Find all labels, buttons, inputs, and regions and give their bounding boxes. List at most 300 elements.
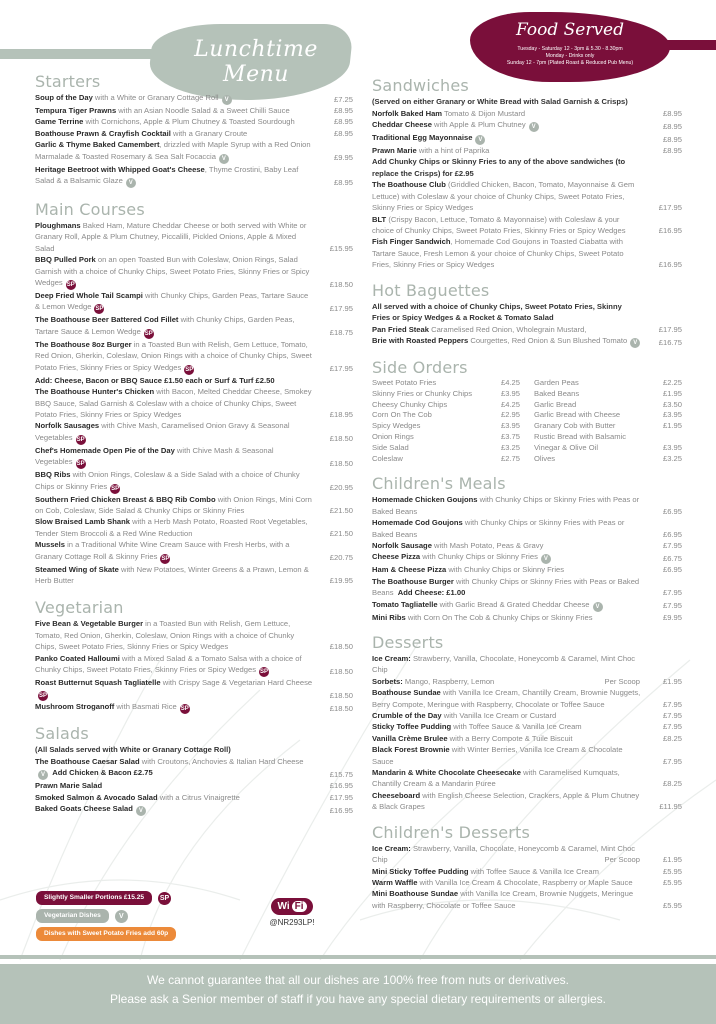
menu-item bbox=[35, 220, 353, 254]
side-name: Garlic Bread with Cheese bbox=[534, 410, 621, 420]
item-price: £6.95 bbox=[662, 529, 682, 539]
item-price: £8.95 bbox=[333, 106, 353, 115]
side-name: Olives bbox=[534, 453, 556, 463]
menu-item bbox=[372, 687, 682, 710]
item-price: £7.95 bbox=[662, 699, 682, 709]
side-order-item bbox=[372, 443, 520, 454]
item-price: £20.75 bbox=[329, 553, 353, 563]
item-name: Ham & Cheese Pizza bbox=[372, 565, 447, 575]
item-description: with Mash Potato, Peas & Gravy bbox=[431, 540, 544, 550]
item-description: (Griddled Chicken, Bacon, Tomato, Mayonnaise & Gem Lettuce) with Coleslaw & your choice of Chunky Chips, Sweet Potato Fries, Skinny Fries or Spicy Wedges bbox=[372, 180, 635, 213]
item-description: with Winter Berries, Vanilla Ice Cream & Chocolate Sauce bbox=[372, 745, 623, 766]
item-name: Baked Goats Cheese Salad bbox=[35, 804, 133, 814]
item-name: Pan Fried Steak bbox=[372, 324, 429, 334]
item-name: The Boathouse Hunter's Chicken bbox=[35, 387, 155, 397]
menu-item bbox=[35, 290, 353, 314]
item-description: with Apple & Plum Chutney bbox=[431, 119, 526, 129]
item-name: Sorbets: bbox=[372, 676, 403, 686]
paddle-shaft bbox=[0, 49, 170, 59]
item-price: £6.75 bbox=[662, 553, 682, 563]
menu-item bbox=[372, 108, 682, 119]
menu-item bbox=[372, 132, 682, 145]
menu-item bbox=[372, 236, 682, 270]
item-name: Prawn Marie Salad bbox=[35, 781, 103, 791]
menu-item bbox=[372, 767, 682, 790]
item-price: £18.50 bbox=[329, 666, 353, 676]
item-name: Crumble of the Day bbox=[372, 711, 442, 721]
item-price: £16.75 bbox=[658, 337, 682, 347]
wifi-info bbox=[262, 896, 322, 927]
item-description: Strawberry, Vanilla, Chocolate, Honeycomb & Caramel, Mint Choc Chip bbox=[372, 843, 636, 865]
vegetarian-pill: Vegetarian Dishes bbox=[36, 909, 109, 923]
menu-item bbox=[35, 254, 353, 290]
section-side-orders bbox=[372, 358, 682, 464]
menu-item bbox=[372, 877, 682, 888]
v-icon: V bbox=[219, 154, 229, 164]
item-description: Strawberry, Vanilla, Chocolate, Honeycomb & Caramel, Mint Choc Chip bbox=[372, 654, 636, 675]
item-name: Five Bean & Vegetable Burger bbox=[35, 619, 144, 629]
side-name: Garlic Bread bbox=[534, 399, 577, 409]
section-title: Side Orders bbox=[372, 357, 468, 377]
side-price: £3.95 bbox=[662, 410, 682, 420]
v-icon: V bbox=[630, 338, 640, 348]
side-name: Sweet Potato Fries bbox=[372, 377, 437, 387]
menu-item bbox=[35, 494, 353, 517]
item-price: £18.50 bbox=[329, 279, 353, 289]
item-name: Mini Sticky Toffee Pudding bbox=[372, 866, 469, 876]
item-description: with Toffee Sauce & Vanilla Ice Cream bbox=[468, 866, 599, 876]
side-name: Vinegar & Olive Oil bbox=[534, 442, 599, 452]
item-name: Homemade Chicken Goujons bbox=[372, 495, 478, 505]
item-name: Cheese Pizza bbox=[372, 552, 421, 562]
serving-hours bbox=[470, 46, 670, 67]
item-price: £7.95 bbox=[662, 588, 682, 598]
item-price: £7.95 bbox=[662, 540, 682, 550]
item-description: with Onion Rings, Mini Corn on Cob, Coleslaw, Side Salad & Chunky Chips or Skinny Fries bbox=[35, 494, 312, 515]
item-description: with Chunky Chips, Garden Peas, Tartare Sauce & Lemon Wedge bbox=[35, 291, 309, 312]
item-price: £16.95 bbox=[658, 260, 682, 270]
item-description: with a Berry Compote & Tuile Biscuit bbox=[447, 733, 573, 743]
item-price: £21.50 bbox=[329, 505, 353, 515]
menu-item bbox=[372, 119, 682, 132]
menu-item bbox=[35, 386, 353, 420]
side-order-item bbox=[534, 400, 682, 411]
menu-item bbox=[372, 179, 682, 213]
item-name: The Boathouse Club bbox=[372, 180, 446, 190]
item-name: Deep Fried Whole Tail Scampi bbox=[35, 291, 143, 301]
legend-vegetarian bbox=[36, 909, 176, 923]
item-description: with Vanilla Ice Cream & Chocolate, Raspberry or Maple Sauce bbox=[417, 877, 633, 887]
wifi-logo-wi: Wi bbox=[277, 901, 290, 912]
side-price: £3.95 bbox=[662, 442, 682, 452]
section-childrens-meals bbox=[372, 474, 682, 623]
section-sandwiches bbox=[372, 76, 682, 271]
item-description: on an open Toasted Bun with Coleslaw, Onion Rings, Salad Garnish with a choice of Chunky Chips, Sweet Potato Fries, Skinny Fries or Spicy Wedges bbox=[35, 255, 310, 288]
sp-icon: SP bbox=[144, 330, 153, 337]
menu-item bbox=[372, 576, 682, 599]
item-price: £18.95 bbox=[329, 409, 353, 419]
side-price: £3.25 bbox=[500, 442, 520, 452]
item-description: (Crispy Bacon, Lettuce, Tomato & Mayonnaise) with Coleslaw & your choice of Chunky Chips, Sweet Potato Fries, Skinny Fries or Spicy Wedges bbox=[372, 214, 626, 235]
v-icon: V bbox=[38, 770, 48, 780]
side-order-item bbox=[534, 443, 682, 454]
menu-item bbox=[35, 539, 353, 563]
item-name: Cheeseboard bbox=[372, 790, 421, 800]
item-description: with Chive Mash, Caramelised Onion Gravy & Seasonal Vegetables bbox=[35, 421, 290, 442]
item-price: £7.95 bbox=[662, 722, 682, 732]
menu-item bbox=[372, 866, 682, 877]
item-price: £16.95 bbox=[658, 225, 682, 235]
section-title: Hot Baguettes bbox=[372, 280, 490, 300]
item-price: £18.75 bbox=[329, 328, 353, 338]
v-icon: V bbox=[529, 122, 539, 132]
item-description: with Bacon, Melted Cheddar Cheese, Smokey BBQ Sauce, Salad Garnish & Coleslaw with a choice of Chunky Chips, Sweet Potato Fries, Skinny Fries or Spicy Wedges bbox=[35, 387, 312, 419]
item-price: £18.50 bbox=[329, 434, 353, 444]
item-name: Soup of the Day bbox=[35, 93, 93, 102]
food-served-title: Food Served bbox=[515, 20, 624, 40]
menu-item bbox=[372, 744, 682, 767]
item-description: with Onion Rings, Coleslaw & a Side Salad with a choice of Chunky Chips or Skinny Fries bbox=[35, 470, 300, 491]
item-description: with Caramelised Kumquats, Chantilly Cream & a Mandarin Puree bbox=[372, 768, 620, 789]
menu-item bbox=[372, 612, 682, 623]
side-price: £1.95 bbox=[662, 388, 682, 398]
item-price: £9.95 bbox=[333, 153, 353, 163]
menu-item bbox=[372, 214, 682, 237]
item-name: The Boathouse Burger bbox=[372, 576, 454, 586]
item-price: £1.95 bbox=[662, 676, 682, 686]
item-name: Ploughmans bbox=[35, 221, 81, 231]
item-price: £17.95 bbox=[658, 324, 682, 334]
side-order-item bbox=[534, 421, 682, 432]
menu-item bbox=[372, 324, 682, 335]
item-price: £17.95 bbox=[658, 203, 682, 213]
side-price: £2.75 bbox=[500, 453, 520, 463]
side-order-item bbox=[372, 421, 520, 432]
section-vegetarian bbox=[35, 598, 353, 714]
side-name: Corn On The Cob bbox=[372, 410, 432, 420]
item-name: Roast Butternut Squash Tagliatelle bbox=[35, 678, 161, 687]
side-name: Coleslaw bbox=[372, 453, 403, 463]
item-price: £6.95 bbox=[662, 506, 682, 516]
item-name: Add: Cheese, Bacon or BBQ Sauce £1.50 each or Surf & Turf £2.50 bbox=[35, 375, 275, 385]
item-name: Garlic & Thyme Baked Camembert bbox=[35, 140, 160, 150]
item-price: £19.95 bbox=[329, 575, 353, 585]
menu-item bbox=[35, 780, 353, 791]
item-price: £8.95 bbox=[333, 117, 353, 127]
side-order-item bbox=[372, 410, 520, 421]
food-served-banner bbox=[470, 12, 716, 82]
section-title: Main Courses bbox=[35, 200, 145, 220]
item-price: £8.95 bbox=[662, 145, 682, 155]
menu-item bbox=[372, 653, 682, 676]
item-price: £7.95 bbox=[662, 711, 682, 721]
item-price: £11.95 bbox=[659, 802, 682, 812]
sp-icon: SP bbox=[260, 669, 269, 675]
sp-icon: SP bbox=[180, 706, 189, 713]
item-price: £8.95 bbox=[333, 177, 353, 187]
item-name: Prawn Marie bbox=[372, 145, 417, 155]
menu-item bbox=[35, 105, 353, 116]
side-name: Skinny Fries or Chunky Chips bbox=[372, 388, 473, 398]
side-order-item bbox=[534, 432, 682, 443]
section-title: Vegetarian bbox=[35, 598, 124, 618]
item-name: Panko Coated Halloumi bbox=[35, 653, 120, 663]
menu-item bbox=[35, 164, 353, 188]
item-addon: Add Cheese: £1.00 bbox=[397, 588, 466, 598]
side-order-item bbox=[372, 454, 520, 465]
sp-icon: SP bbox=[185, 366, 194, 373]
left-column bbox=[35, 72, 353, 826]
menu-item bbox=[35, 701, 353, 714]
item-description: with Chunky Chips or Skinny Fries bbox=[446, 565, 565, 575]
section-salads bbox=[35, 724, 353, 816]
sp-icon: SP bbox=[161, 555, 170, 562]
item-name: Steamed Wing of Skate bbox=[35, 564, 119, 574]
item-name: Warm Waffle bbox=[372, 877, 418, 887]
dietary-legend bbox=[36, 891, 176, 945]
item-name: Mandarin & White Chocolate Cheesecake bbox=[372, 768, 521, 778]
hours-line: Tuesday - Saturday 12 - 3pm & 5.30 - 8.30pm bbox=[517, 46, 623, 52]
item-price: £5.95 bbox=[662, 877, 682, 887]
item-description: with Cornichons, Apple & Plum Chutney & Toasted Sourdough bbox=[83, 117, 295, 127]
item-name: Boathouse Sundae bbox=[372, 688, 441, 698]
side-name: Spicy Wedges bbox=[372, 421, 421, 431]
menu-item bbox=[35, 618, 353, 652]
item-price: £8.95 bbox=[662, 121, 682, 131]
item-description: with Croutons, Anchovies & Italian Hard Cheese bbox=[139, 756, 304, 766]
footer-divider bbox=[0, 955, 716, 959]
menu-item bbox=[35, 756, 353, 780]
section-note: (All Salads served with White or Granary Cottage Roll) bbox=[35, 745, 231, 755]
item-addon: Add Chicken & Bacon £2.75 bbox=[52, 768, 153, 778]
section-title: Children's Desserts bbox=[372, 822, 531, 842]
item-description: with a hint of Paprika bbox=[416, 145, 490, 155]
section-childrens-desserts bbox=[372, 823, 682, 911]
item-name: Norfolk Sausages bbox=[35, 421, 100, 431]
menu-title: Lunchtime Menu bbox=[194, 37, 318, 87]
item-description: with Chunky Chips, Garden Peas, Tartare Sauce & Lemon Wedge bbox=[35, 315, 295, 336]
side-name: Rustic Bread with Balsamic bbox=[534, 431, 627, 441]
item-description: with Chive Mash & Seasonal Vegetables bbox=[35, 445, 274, 467]
side-name: Garden Peas bbox=[534, 377, 579, 387]
item-price: £5.95 bbox=[662, 900, 682, 910]
item-price: £8.95 bbox=[333, 128, 353, 138]
item-price: £15.75 bbox=[329, 769, 353, 779]
item-price: £16.95 bbox=[329, 805, 353, 815]
side-price: £4.25 bbox=[500, 399, 520, 409]
v-icon: V bbox=[541, 554, 551, 564]
item-price: £17.95 bbox=[329, 304, 353, 314]
menu-item bbox=[35, 128, 353, 139]
item-name: Mini Boathouse Sundae bbox=[372, 889, 459, 899]
item-name: Southern Fried Chicken Breast & BBQ Rib Combo bbox=[35, 494, 216, 504]
v-icon: V bbox=[593, 602, 603, 612]
item-description: , drizzled with Maple Syrup with a Red Onion Marmalade & Toasted Rosemary & Sea Salt Focaccia bbox=[35, 140, 311, 161]
menu-item bbox=[35, 516, 353, 539]
side-name: Granary Cob with Butter bbox=[534, 421, 616, 431]
allergy-line-2: Please ask a Senior member of staff if you have any special dietary requirements or allergies. bbox=[109, 992, 607, 1006]
section-main-courses bbox=[35, 200, 353, 586]
side-name: Side Salad bbox=[372, 442, 409, 452]
sp-icon: SP bbox=[76, 436, 85, 443]
legend-sweet-potato bbox=[36, 927, 176, 941]
item-description: , Homemade Cod Goujons in Toasted Ciabatta with Tartare Sauce, Fresh Lemon & your choice of Chunky Chips, Sweet Potato Fries, Skinny Fries or Spicy Wedges bbox=[372, 237, 624, 270]
side-order-item bbox=[534, 378, 682, 389]
item-price: £8.95 bbox=[662, 134, 682, 144]
item-price: £7.25 bbox=[333, 94, 353, 104]
menu-item bbox=[372, 888, 682, 911]
item-price: £18.50 bbox=[329, 458, 353, 468]
section-note: (Served on either Granary or White Bread with Salad Garnish & Crisps) bbox=[372, 97, 628, 106]
wifi-logo-fi: Fi bbox=[292, 901, 307, 912]
item-description: with an Asian Noodle Salad & a Sweet Chilli Sauce bbox=[116, 106, 290, 115]
item-description: with Garlic Bread & Grated Cheddar Cheese bbox=[437, 599, 590, 609]
section-note: All served with a choice of Chunky Chips, Sweet Potato Fries, Skinny Fries or Spicy Wedges & a Rocket & Tomato Salad bbox=[372, 301, 622, 323]
side-order-item bbox=[372, 400, 520, 411]
item-description: Caramelised Red Onion, Wholegrain Mustard, bbox=[428, 324, 587, 334]
menu-item bbox=[35, 445, 353, 469]
side-price: £2.95 bbox=[500, 410, 520, 420]
section-title: Desserts bbox=[372, 633, 444, 652]
item-name: Vanilla Crème Brulee bbox=[372, 733, 448, 743]
side-order-item bbox=[534, 454, 682, 465]
item-name: Smoked Salmon & Avocado Salad bbox=[35, 792, 158, 802]
item-description: with Basmati Rice bbox=[114, 702, 177, 712]
v-icon: V bbox=[222, 95, 232, 105]
side-order-item bbox=[534, 389, 682, 400]
sp-badge-icon: SP bbox=[158, 892, 171, 905]
section-hot-baguettes bbox=[372, 281, 682, 348]
menu-item bbox=[35, 139, 353, 163]
item-description: with Vanilla Ice Cream, Brownie Nuggets, Meringue with Raspberry, Chocolate or Toffee Sauce bbox=[372, 889, 634, 910]
item-price: £8.25 bbox=[662, 779, 682, 789]
smaller-portions-pill: Slightly Smaller Portions £15.25 bbox=[36, 891, 152, 905]
per-scoop-label: Per Scoop bbox=[604, 676, 640, 686]
menu-item bbox=[35, 564, 353, 587]
item-name: Cheddar Cheese bbox=[372, 119, 432, 129]
sp-icon: SP bbox=[76, 461, 85, 468]
item-name: Slow Braised Lamb Shank bbox=[35, 517, 130, 527]
per-scoop-label: Per Scoop bbox=[604, 855, 640, 865]
item-name: Black Forest Brownie bbox=[372, 745, 450, 755]
side-price: £3.25 bbox=[662, 453, 682, 463]
side-order-item bbox=[372, 389, 520, 400]
hours-line: Monday - Drinks only bbox=[545, 53, 595, 59]
side-price: £3.95 bbox=[500, 388, 520, 398]
item-price: £18.50 bbox=[329, 704, 353, 713]
item-name: The Boathouse Caesar Salad bbox=[35, 756, 140, 766]
item-price: £7.95 bbox=[662, 756, 682, 766]
item-price: £18.50 bbox=[329, 642, 353, 652]
section-title: Sandwiches bbox=[372, 76, 469, 95]
menu-item bbox=[372, 843, 682, 866]
item-price: £8.25 bbox=[662, 733, 682, 743]
sp-icon: SP bbox=[66, 282, 75, 289]
item-description: with English Cheese Selection, Crackers, Apple & Plum Chutney & Black Grapes bbox=[372, 790, 640, 812]
item-price: £8.95 bbox=[662, 108, 682, 118]
item-name: The Boathouse Beer Battered Cod Fillet bbox=[35, 315, 179, 325]
item-name: Tomato Tagliatelle bbox=[372, 599, 438, 609]
item-description: , Thyme Crostini, Baby Leaf Salad & a Balsamic Glaze bbox=[35, 164, 299, 186]
menu-item bbox=[372, 145, 682, 156]
side-price: £3.95 bbox=[500, 421, 520, 431]
item-description: Courgettes, Red Onion & Sun Blushed Tomato bbox=[468, 335, 628, 345]
item-description: with Corn On The Cob & Chunky Chips or Skinny Fries bbox=[405, 612, 593, 622]
item-description: with Chunky Chips or Skinny Fries with Peas or Baked Beans bbox=[372, 518, 625, 539]
item-name: Norfolk Sausage bbox=[372, 540, 432, 550]
side-price: £1.95 bbox=[662, 421, 682, 431]
right-column bbox=[372, 76, 682, 921]
item-name: Homemade Cod Goujons bbox=[372, 518, 463, 528]
item-name: Ice Cream: bbox=[372, 654, 411, 663]
side-name: Cheesy Chunky Chips bbox=[372, 399, 448, 409]
item-description: with Chunky Chips or Skinny Fries with Peas or Baked Beans bbox=[372, 495, 640, 516]
side-order-item bbox=[534, 410, 682, 421]
menu-item bbox=[372, 335, 682, 348]
item-description: with Vanilla Ice Cream, Chantilly Cream, Brownie Nuggets, Berry Compote, Meringue with Raspberry, Chocolate or Toffee Sauce bbox=[372, 688, 641, 709]
menu-item bbox=[35, 677, 353, 701]
item-description: with a Herb Mash Potato, Roasted Root Vegetables, Tender Stem Broccoli & a Red Wine Reduction bbox=[35, 517, 308, 538]
item-description: with Toffee Sauce & Vanilla Ice Cream bbox=[451, 722, 582, 732]
menu-item bbox=[35, 420, 353, 444]
menu-item bbox=[35, 375, 353, 386]
menu-item bbox=[35, 469, 353, 493]
menu-item bbox=[35, 314, 353, 338]
v-icon: V bbox=[126, 178, 136, 188]
menu-item bbox=[372, 564, 682, 575]
item-description: with a Granary Croute bbox=[170, 128, 248, 138]
side-order-item bbox=[372, 432, 520, 443]
item-name: BLT bbox=[372, 214, 387, 224]
sp-icon: SP bbox=[111, 485, 120, 492]
item-name: Sticky Toffee Pudding bbox=[372, 722, 452, 732]
item-description: Mango, Raspberry, Lemon bbox=[402, 676, 495, 686]
wifi-password: @NR293LP! bbox=[269, 918, 315, 927]
side-orders-grid bbox=[372, 378, 682, 464]
item-name: Boathouse Prawn & Crayfish Cocktail bbox=[35, 128, 171, 138]
menu-item bbox=[35, 653, 353, 677]
menu-item bbox=[372, 599, 682, 612]
allergy-footer bbox=[0, 964, 716, 1024]
item-price: £16.95 bbox=[329, 781, 353, 791]
item-name: Norfolk Baked Ham bbox=[372, 108, 443, 118]
item-description: in a Toasted Bun with Relish, Gem Lettuce, Tomato, Red Onion, Gherkin, Coleslaw, Onion Rings with a choice of Chunky Chips, Sweet Potato Fries, Skinny Fries or Spicy Wedges bbox=[35, 339, 312, 372]
section-desserts bbox=[372, 633, 682, 813]
menu-item bbox=[35, 792, 353, 803]
item-price: £20.95 bbox=[329, 483, 353, 493]
menu-item bbox=[372, 733, 682, 744]
item-description: with Crispy Sage & Vegetarian Hard Cheese bbox=[160, 678, 313, 687]
item-price: £17.95 bbox=[329, 364, 353, 374]
item-name: Fish Finger Sandwich bbox=[372, 237, 451, 247]
item-price: £7.95 bbox=[662, 601, 682, 611]
item-name: BBQ Pulled Pork bbox=[35, 255, 96, 265]
item-name: Heritage Beetroot with Whipped Goat's Cheese bbox=[35, 164, 205, 174]
allergy-line-1: We cannot guarantee that all our dishes are 100% free from nuts or derivatives. bbox=[146, 973, 569, 987]
item-name: Game Terrine bbox=[35, 117, 84, 127]
item-price: £18.50 bbox=[329, 691, 353, 700]
item-description: with Vanilla Ice Cream or Custard bbox=[441, 711, 557, 721]
item-description: in a Toasted Bun with Relish, Gem Lettuce, Tomato, Red Onion, Gherkin, Coleslaw, Onion Rings with a choice of Chunky Chips, Sweet Potato Fries, Skinny Fries or Spicy Wedges bbox=[35, 619, 295, 652]
item-name: Brie with Roasted Peppers bbox=[372, 335, 469, 345]
item-description: Tomato & Dijon Mustard bbox=[442, 108, 526, 118]
menu-item bbox=[372, 721, 682, 732]
menu-item bbox=[372, 676, 682, 687]
item-description: Baked Ham, Mature Cheddar Cheese or both served with White or Granary Roll, Apple & Plum Chutney, Piccalilli, Pickled Onions, Apple & Mixed Salad bbox=[35, 221, 307, 253]
item-name: The Boathouse 8oz Burger bbox=[35, 339, 132, 349]
v-icon: V bbox=[136, 806, 146, 816]
item-name: Mussels bbox=[35, 540, 65, 550]
